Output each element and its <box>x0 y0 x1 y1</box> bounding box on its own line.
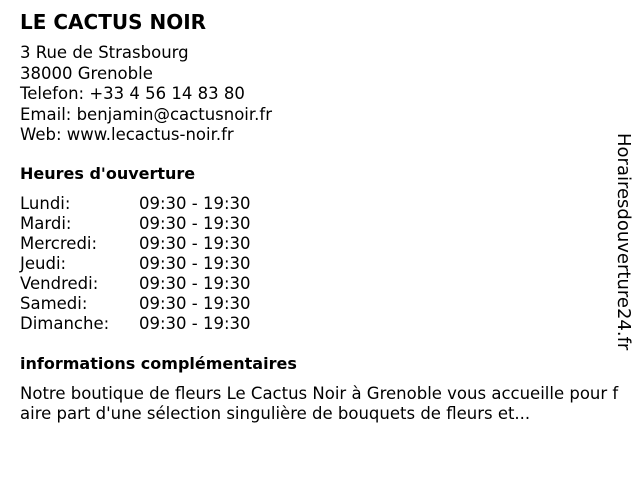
hours-heading: Heures d'ouverture <box>20 164 196 183</box>
business-name: LE CACTUS NOIR <box>20 10 207 34</box>
day-label: Mercredi: <box>20 234 98 253</box>
day-label: Vendredi: <box>20 274 99 293</box>
time-range: 09:30 - 19:30 <box>139 254 251 273</box>
website-line: Web: www.lecactus-noir.fr <box>20 125 234 144</box>
time-range: 09:30 - 19:30 <box>139 274 251 293</box>
email-line: Email: benjamin@cactusnoir.fr <box>20 104 272 124</box>
time-range: 09:30 - 19:30 <box>139 194 251 213</box>
info-description: Notre boutique de fleurs Le Cactus Noir à Grenoble vous accueille pour faire part d'une sélection singulière de bouquets de fleurs et... <box>20 384 619 423</box>
address-city: 38000 Grenoble <box>20 63 153 83</box>
site-watermark <box>611 133 635 351</box>
time-range: 09:30 - 19:30 <box>139 234 251 253</box>
time-range: 09:30 - 19:30 <box>139 314 251 333</box>
day-label: Lundi: <box>20 194 71 213</box>
day-label: Samedi: <box>20 294 88 313</box>
time-range: 09:30 - 19:30 <box>139 214 251 233</box>
day-label: Dimanche: <box>20 314 110 333</box>
contact-block <box>20 43 272 146</box>
day-label: Jeudi: <box>20 254 67 273</box>
watermark-text: Horairesdouverture24.fr <box>613 133 634 351</box>
time-range: 09:30 - 19:30 <box>139 294 251 313</box>
phone-line: Telefon: +33 4 56 14 83 80 <box>20 84 245 103</box>
info-heading: informations complémentaires <box>20 354 297 373</box>
day-label: Mardi: <box>20 214 72 233</box>
address-street: 3 Rue de Strasbourg <box>20 43 189 62</box>
